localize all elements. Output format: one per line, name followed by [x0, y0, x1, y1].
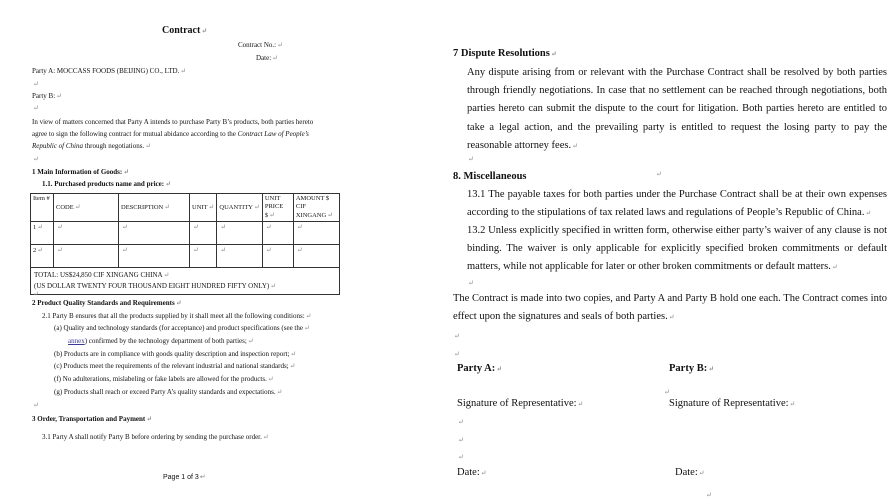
- table-cell: ↵: [293, 245, 339, 268]
- section-2-heading: 2 Product Quality Standards and Requirements↵: [32, 299, 182, 307]
- party-a-sign-label: Party A:↵: [457, 363, 503, 374]
- empty-paragraph-mark: ↵: [33, 104, 39, 112]
- section-1-heading: 1 Main Information of Goods:↵: [32, 168, 130, 176]
- section-2-a-line-2: annex) confirmed by the technology department of both parties;↵: [68, 337, 254, 345]
- section-2-a-line-1: (a) Quality and technology standards (for acceptance) and product specifications (see the↵: [54, 324, 310, 332]
- section-8-1: 13.1 The payable taxes for both parties under the Purchase Contract shall be at their own expenses according to the stipulations of tax related laws and regulations of People’s Republic of China.↵: [467, 189, 887, 219]
- contract-no-label: Contract No.:↵: [238, 41, 283, 49]
- table-header-cell: UNIT↵: [190, 194, 217, 222]
- date-b-label: Date:↵: [675, 467, 705, 478]
- party-b-line: Party B:↵: [32, 92, 63, 100]
- paragraph-mark: ↵: [706, 491, 712, 499]
- table-cell: 2↵: [31, 245, 54, 268]
- empty-paragraph-mark: ↵: [33, 155, 39, 163]
- section-2-f: (f) No adulterations, mislabeling or fake labels are allowed for the products.↵: [54, 375, 274, 383]
- table-cell: ↵: [293, 222, 339, 245]
- empty-paragraph-mark: ↵: [458, 436, 464, 444]
- party-a-line: Party A: MOCCASS FOODS (BEIJING) CO., LTD.↵: [32, 67, 187, 75]
- table-cell: ↵: [190, 222, 217, 245]
- section-1-1-heading: 1.1. Purchased products name and price:↵: [42, 180, 171, 188]
- empty-paragraph-mark: ↵: [458, 418, 464, 426]
- table-header-cell: Item #: [31, 194, 54, 222]
- closing-paragraph: The Contract is made into two copies, and Party A and Party B hold one each. The Contract comes into effect upon the signatures and seals of both parties.↵: [453, 293, 887, 323]
- signature-b-label: Signature of Representative:↵: [669, 398, 796, 409]
- goods-table: [30, 193, 340, 295]
- empty-paragraph-mark: ↵: [454, 332, 460, 340]
- paragraph-mark: ↵: [664, 388, 670, 396]
- table-header-row: [31, 194, 340, 222]
- table-header-cell: CODE↵: [54, 194, 119, 222]
- section-7-text: Any dispute arising from or relevant with the Purchase Contract shall be resolved by both parties through friendly negotiations. In case that no settlement can be reached through negotiations, both parties hereto can submit the dispute to the court for litigation. Both parties hereto are entitled to take a legal action, and the prevailing party is entitled to request the losing party to pay the reasonable attorney fees.↵: [467, 67, 887, 151]
- empty-paragraph-mark: ↵: [33, 80, 39, 88]
- table-cell: ↵: [217, 222, 262, 245]
- section-2-c: (c) Products meet the requirements of the relevant industrial and national standards;↵: [54, 362, 296, 370]
- table-total-cell: TOTAL: US$24,850 CIF XINGANG CHINA↵ (US DOLLAR TWENTY FOUR THOUSAND EIGHT HUNDRED FIFTY ONLY)↵: [31, 268, 340, 295]
- annex-link[interactable]: annex: [68, 337, 85, 345]
- section-8-heading: 8. Miscellaneous: [453, 171, 527, 182]
- table-total-row: [31, 268, 340, 295]
- table-cell: ↵: [119, 245, 190, 268]
- table-header-cell: QUANTITY↵: [217, 194, 262, 222]
- table-row: [31, 245, 340, 268]
- date-label: Date:↵: [256, 54, 279, 62]
- table-cell: ↵: [119, 222, 190, 245]
- intro-line-3: Republic of China through negotiations.↵: [32, 142, 152, 150]
- signature-a-label: Signature of Representative:↵: [457, 398, 584, 409]
- section-2-g: (g) Products shall reach or exceed Party A’s quality standards and expectations.↵: [54, 388, 283, 396]
- party-b-sign-label: Party B:↵: [669, 363, 715, 374]
- contract-title: Contract↵: [162, 25, 208, 36]
- table-cell: 1↵: [31, 222, 54, 245]
- table-cell: ↵: [217, 245, 262, 268]
- table-cell: ↵: [262, 245, 293, 268]
- empty-paragraph-mark: ↵: [454, 350, 460, 358]
- section-7-heading: 7 Dispute Resolutions↵: [453, 48, 557, 59]
- paragraph-mark: ↵: [656, 170, 662, 178]
- table-cell: ↵: [262, 222, 293, 245]
- section-3-1: 3.1 Party A shall notify Party B before ordering by sending the purchase order.↵: [42, 433, 269, 441]
- intro-line-1: In view of matters concerned that Party A intends to purchase Party B’s products, both parties hereto: [32, 118, 314, 126]
- table-header-cell: AMOUNT $ CIF XINGANG↵: [293, 194, 339, 222]
- empty-paragraph-mark: ↵: [468, 155, 474, 163]
- date-a-label: Date:↵: [457, 467, 487, 478]
- table-cell: ↵: [190, 245, 217, 268]
- table-row: [31, 222, 340, 245]
- table-cell: ↵: [54, 245, 119, 268]
- section-2-1: 2.1 Party B ensures that all the products supplied by it shall meet all the following conditions:↵: [42, 312, 312, 320]
- table-header-cell: DESCRIPTION↵: [119, 194, 190, 222]
- document-page-right: [445, 0, 895, 500]
- table-cell: ↵: [54, 222, 119, 245]
- page-footer: Page 1 of 3↵: [163, 474, 206, 481]
- empty-paragraph-mark: ↵: [458, 453, 464, 461]
- section-2-b: (b) Products are in compliance with goods quality description and inspection report;↵: [54, 350, 297, 358]
- intro-line-2: agree to sign the following contract for mutual abidance according to the Contract Law of People’s: [32, 130, 309, 138]
- table-header-cell: UNIT PRICE $↵: [262, 194, 293, 222]
- section-3-heading: 3 Order, Transportation and Payment↵: [32, 415, 153, 423]
- empty-paragraph-mark: ↵: [33, 401, 39, 409]
- section-8-2: 13.2 Unless explicitly specified in written form, otherwise either party’s waiver of any clause is not binding. The waiver is only applicable for explicitly specified broken commitments or default matters, while not applicable for later or other broken commitments or default matters.↵: [467, 225, 887, 273]
- empty-paragraph-mark: ↵: [33, 290, 39, 298]
- document-page-left: [0, 0, 345, 500]
- empty-paragraph-mark: ↵: [468, 279, 474, 287]
